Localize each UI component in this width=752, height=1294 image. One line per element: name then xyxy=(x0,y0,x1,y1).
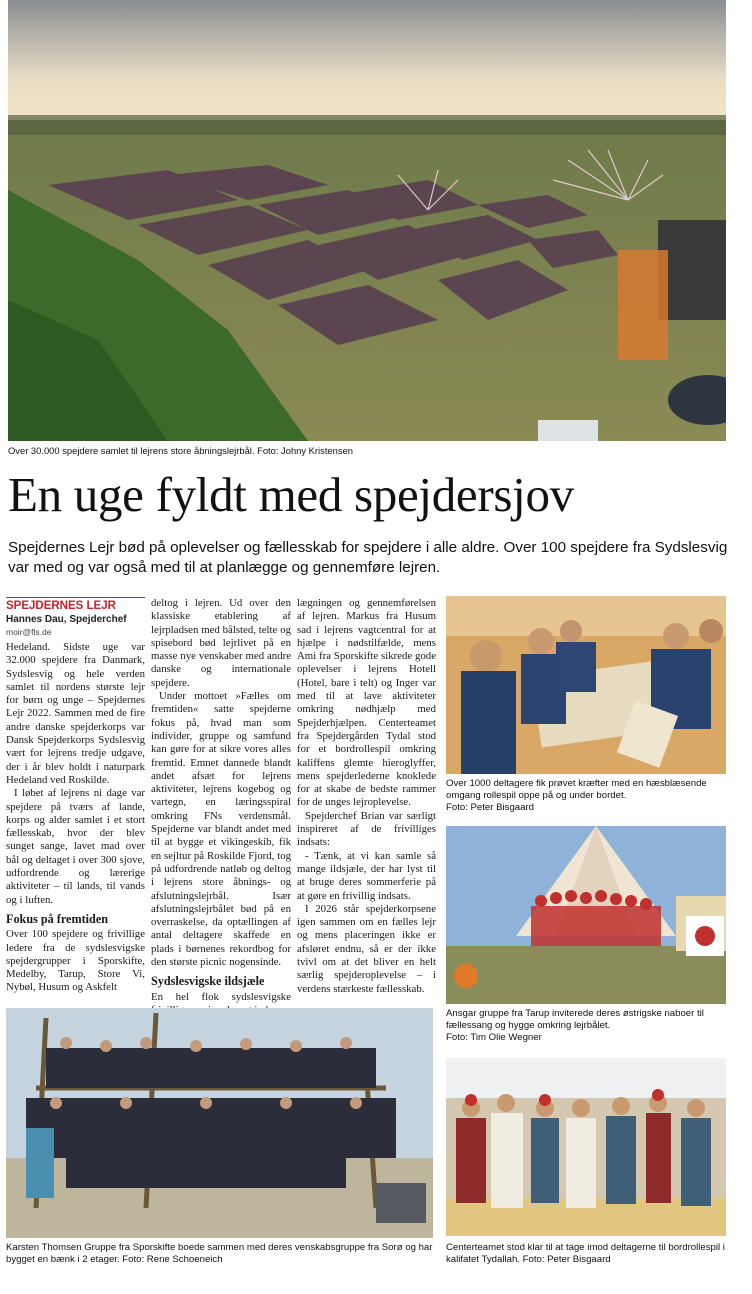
lead-paragraph: Spejdernes Lejr bød på oplevelser og fællesskab for spejdere i alle aldre. Over 100 spejdere fra Sydslesvig var med og var også med til at planlægge og gennemføre lejren. xyxy=(8,539,728,576)
caption-credit: Foto: Tim Olie Wegner xyxy=(446,1032,542,1043)
article-column-3 xyxy=(297,597,436,996)
centerteam-illustration xyxy=(446,1058,726,1236)
photo-bench xyxy=(6,1008,433,1238)
subheading: Fokus på fremtiden xyxy=(6,911,109,926)
centerteam-caption: Centerteamet stod klar til at tage imod deltagerne til bordrollespil i kalifatet Tydallah. Foto: Peter Bisgaard xyxy=(446,1242,725,1265)
paragraph: lægningen og gennemførelsen af lejren. Markus fra Husum sad i lejrens vagtcentral for at hjælpe i nødstilfælde, mens Ami fra Sporskifte sikrede gode oplevelser i lejrens Hotell (Hotel, bare i telt) og Inger var med til at lave aktiviteter omkring nødhjælp med Spejderhjælpen. Centerteamet fra Spejdergården Tydal stod for et bordrollespil omkring kaliffens glemte hieroglyffer, mens spejderlederne knoklede for at skabe de bedste rammer for de unges lejroplevelse. xyxy=(297,597,436,809)
subheading: Sydslesvigske ildsjæle xyxy=(151,974,265,989)
author-email[interactable]: moir@fls.de xyxy=(6,627,52,637)
photo-opening-campfire xyxy=(8,0,726,441)
paragraph: I 2026 står spejderkorpsene igen sammen om en fælles lejr og mens placeringen ikke er afsløret endnu, så er der ikke tvivl om at det bliver en helt særlig spejderoplevelse – i verdens stærkeste fællesskab. xyxy=(297,902,436,995)
article-column-1 xyxy=(6,641,145,995)
main-photo-caption: Over 30.000 spejdere samlet til lejrens store åbningslejrbål. Foto: Johny Kristensen xyxy=(8,445,353,456)
paragraph: Spejderchef Brian var særligt inspireret af de frivilliges indsats: xyxy=(297,809,436,849)
paragraph: Hedeland. Sidste uge var 32.000 spejdere fra Danmark, Sydslesvig og hele verden samlet til nordens største lejr for børn og unge – Spejdernes Lejr 2022. Sammen med de fire andre danske spejderkorps var Dansk Spejderkorps Sydslesvig vært for lejrens tredje udgave, der i år blev holdt i naturpark Hedeland ved Roskilde. xyxy=(6,641,145,786)
paragraph: Under mottoet »Fælles om fremtiden« satte spejderne fokus på, hvad man som individer, gruppe og samfund kan gøre for at sikre vores alles fremtid. Emnet dannede blandt andet afsæt for lejrens aktiviteter, lejrens kogebog og vartegn, en læringsspiral omkring FNs verdensmål. Spejderne var blandt andet med til at bygge et vikingeskib, fik en sejltur på Roskilde Fjord, tog på udfordrende natløb og deltog i lejrens store åbnings- og afslutningslejrbål. Især afslutningslejrbålet bød på en overraskelse, da optællingen af antal deltagere skaffede en plads i børnenes rekordbog for den største picnic nogensinde. xyxy=(151,690,291,969)
photo-campfire xyxy=(446,826,726,1004)
headline: En uge fyldt med spejdersjov xyxy=(8,467,574,522)
campfire-illustration xyxy=(446,826,726,1004)
paragraph: Over 100 spejdere og frivillige ledere fra de sydslesvigske spejdergrupper i Sporskifte, Medelby, Tarup, Store Vi, Nybøl, Husum og Askfelt xyxy=(6,928,145,994)
paragraph: I løbet af lejrens ni dage var spejdere på tværs af lande, korps og alder samlet i et stort fællesskab, hvor der blev sunget sange, lavet mad over bål og deltaget i over 300 sjove, udfordrende og lærerige aktiviteter – til lands, til vands og i luften. xyxy=(6,787,145,906)
aerial-camp-illustration xyxy=(8,0,726,441)
article-column-2 xyxy=(151,597,291,1017)
photo-roleplay xyxy=(446,596,726,774)
paragraph: - Tænk, at vi kan samle så mange ildsjæle, der har lyst til at bruge deres sommerferie på at gøre en frivillig indsats. xyxy=(297,849,436,902)
bench-caption: Karsten Thomsen Gruppe fra Sporskifte boede sammen med deres venskabsgruppe fra Sorø og har bygget en bænk i 2 etager. Foto: Rene Schoeneich xyxy=(6,1242,433,1265)
photo-centerteam xyxy=(446,1058,726,1236)
bench-illustration xyxy=(6,1008,433,1238)
roleplay-illustration xyxy=(446,596,726,774)
caption-text: Ansgar gruppe fra Tarup inviterede deres østrigske naboer til fællessang og hygge omkring lejrbålet. xyxy=(446,1008,704,1031)
roleplay-caption xyxy=(446,778,726,814)
caption-text: Over 1000 deltagere fik prøvet kræfter med en hæsblæsende omgang rollespil oppe på og under bordet. xyxy=(446,778,707,801)
byline: Hannes Dau, Spejderchef xyxy=(6,614,127,625)
campfire-caption xyxy=(446,1008,726,1044)
paragraph: deltog i lejren. Ud over den klassiske etablering af lejrpladsen med bålsted, telte og spisebord bød lejrlivet på en masse nye venskaber med andre danske og internationale spejdere. xyxy=(151,597,291,689)
caption-credit: Foto: Peter Bisgaard xyxy=(446,802,534,813)
paragraph: En hel flok sydslesvigske xyxy=(151,990,291,1003)
section-kicker: SPEJDERNES LEJR xyxy=(6,597,145,612)
